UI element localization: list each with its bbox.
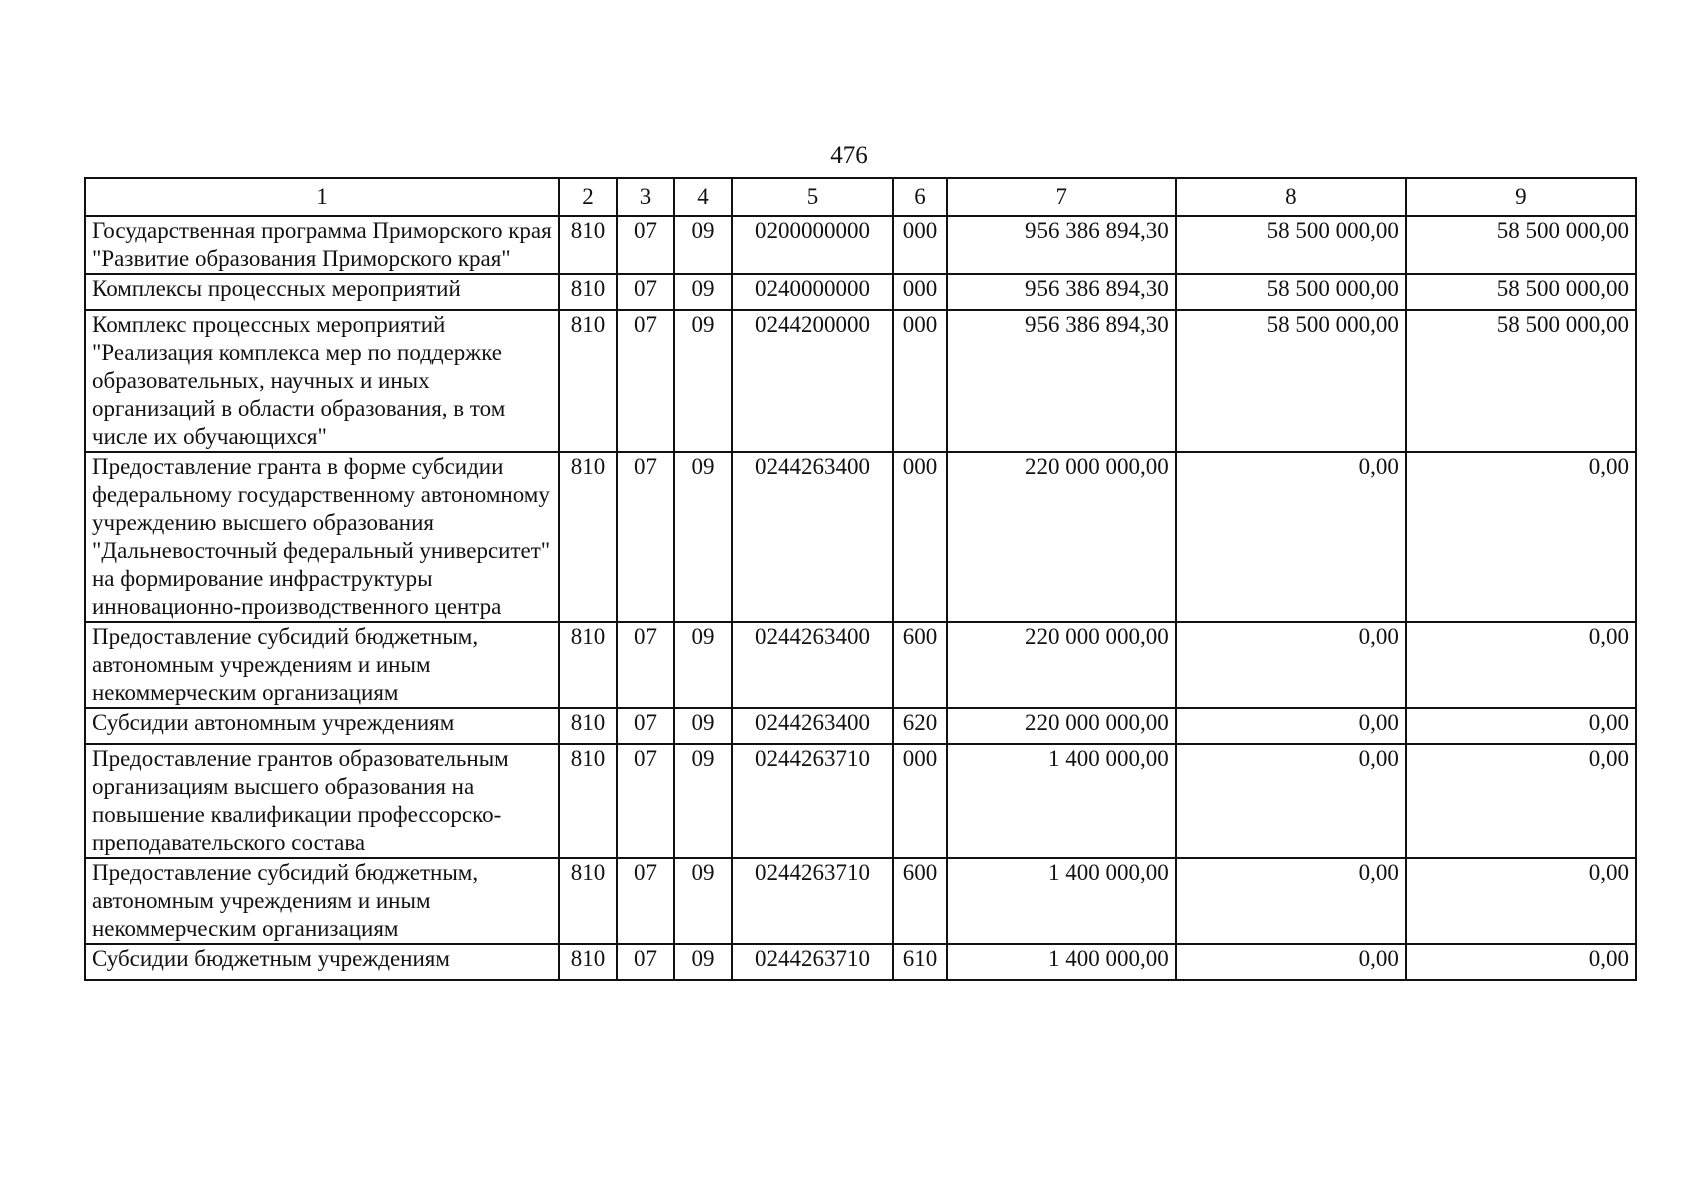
row-amount-9: 0,00 — [1406, 622, 1636, 708]
column-header: 3 — [617, 178, 675, 216]
row-amount-7: 956 386 894,30 — [947, 274, 1176, 310]
row-amount-9: 0,00 — [1406, 708, 1636, 744]
table-row — [85, 744, 1636, 858]
row-code-4: 09 — [674, 216, 732, 274]
row-amount-7: 1 400 000,00 — [947, 944, 1176, 980]
row-code-6: 600 — [893, 622, 946, 708]
row-code-3: 07 — [617, 944, 675, 980]
row-name: Предоставление гранта в форме субсидии федеральному государственному автономному учреждению высшего образования "Дальневосточный федеральный университет" на формирование инфраструктуры инновационно-производственного центра — [85, 452, 559, 622]
row-amount-9: 58 500 000,00 — [1406, 310, 1636, 452]
row-code-4: 09 — [674, 944, 732, 980]
row-code-5: 0200000000 — [732, 216, 893, 274]
row-code-2: 810 — [559, 708, 617, 744]
row-amount-8: 58 500 000,00 — [1176, 274, 1406, 310]
column-header: 2 — [559, 178, 617, 216]
row-code-2: 810 — [559, 858, 617, 944]
row-name: Государственная программа Приморского края "Развитие образования Приморского края" — [85, 216, 559, 274]
row-code-2: 810 — [559, 744, 617, 858]
row-code-2: 810 — [559, 622, 617, 708]
row-amount-9: 0,00 — [1406, 744, 1636, 858]
row-code-3: 07 — [617, 708, 675, 744]
row-amount-7: 1 400 000,00 — [947, 858, 1176, 944]
column-header: 4 — [674, 178, 732, 216]
row-code-3: 07 — [617, 274, 675, 310]
row-name: Комплексы процессных мероприятий — [85, 274, 559, 310]
row-code-5: 0244263710 — [732, 744, 893, 858]
table-row — [85, 622, 1636, 708]
row-name: Комплекс процессных мероприятий "Реализация комплекса мер по поддержке образовательных, научных и иных организаций в области образования, в том числе их обучающихся" — [85, 310, 559, 452]
table-row — [85, 708, 1636, 744]
row-code-4: 09 — [674, 310, 732, 452]
row-code-6: 620 — [893, 708, 946, 744]
row-code-3: 07 — [617, 858, 675, 944]
row-code-5: 0244263400 — [732, 452, 893, 622]
row-code-6: 600 — [893, 858, 946, 944]
row-amount-8: 0,00 — [1176, 944, 1406, 980]
row-code-3: 07 — [617, 452, 675, 622]
row-code-5: 0244263400 — [732, 622, 893, 708]
row-code-4: 09 — [674, 858, 732, 944]
row-amount-9: 58 500 000,00 — [1406, 216, 1636, 274]
row-amount-9: 0,00 — [1406, 452, 1636, 622]
row-amount-8: 0,00 — [1176, 858, 1406, 944]
row-amount-8: 0,00 — [1176, 452, 1406, 622]
row-code-2: 810 — [559, 452, 617, 622]
row-amount-7: 220 000 000,00 — [947, 708, 1176, 744]
row-code-3: 07 — [617, 216, 675, 274]
budget-table — [84, 177, 1637, 981]
table-row — [85, 452, 1636, 622]
row-amount-7: 1 400 000,00 — [947, 744, 1176, 858]
row-amount-9: 58 500 000,00 — [1406, 274, 1636, 310]
row-code-4: 09 — [674, 744, 732, 858]
row-code-2: 810 — [559, 310, 617, 452]
row-code-2: 810 — [559, 274, 617, 310]
row-code-6: 000 — [893, 274, 946, 310]
row-code-2: 810 — [559, 944, 617, 980]
row-code-6: 000 — [893, 310, 946, 452]
row-amount-8: 0,00 — [1176, 708, 1406, 744]
row-code-5: 0244263710 — [732, 944, 893, 980]
column-header: 7 — [947, 178, 1176, 216]
row-name: Субсидии бюджетным учреждениям — [85, 944, 559, 980]
row-code-4: 09 — [674, 708, 732, 744]
row-amount-9: 0,00 — [1406, 858, 1636, 944]
row-code-5: 0244263400 — [732, 708, 893, 744]
row-amount-8: 0,00 — [1176, 744, 1406, 858]
table-header-row — [85, 178, 1636, 216]
row-amount-7: 956 386 894,30 — [947, 310, 1176, 452]
column-header: 6 — [893, 178, 946, 216]
table-row — [85, 310, 1636, 452]
row-code-6: 000 — [893, 744, 946, 858]
column-header: 5 — [732, 178, 893, 216]
row-name: Субсидии автономным учреждениям — [85, 708, 559, 744]
row-code-6: 610 — [893, 944, 946, 980]
row-name: Предоставление грантов образовательным организациям высшего образования на повышение квалификации профессорско-преподавательского состава — [85, 744, 559, 858]
row-code-2: 810 — [559, 216, 617, 274]
row-code-4: 09 — [674, 622, 732, 708]
row-amount-7: 220 000 000,00 — [947, 452, 1176, 622]
row-code-6: 000 — [893, 452, 946, 622]
row-amount-9: 0,00 — [1406, 944, 1636, 980]
column-header: 8 — [1176, 178, 1406, 216]
row-code-6: 000 — [893, 216, 946, 274]
column-header: 1 — [85, 178, 559, 216]
column-header: 9 — [1406, 178, 1636, 216]
row-amount-7: 956 386 894,30 — [947, 216, 1176, 274]
row-name: Предоставление субсидий бюджетным, автономным учреждениям и иным некоммерческим организациям — [85, 622, 559, 708]
row-amount-8: 0,00 — [1176, 622, 1406, 708]
page-number: 476 — [830, 142, 868, 169]
row-code-5: 0244200000 — [732, 310, 893, 452]
row-code-4: 09 — [674, 452, 732, 622]
row-code-3: 07 — [617, 310, 675, 452]
row-name: Предоставление субсидий бюджетным, автономным учреждениям и иным некоммерческим организациям — [85, 858, 559, 944]
row-amount-7: 220 000 000,00 — [947, 622, 1176, 708]
row-code-3: 07 — [617, 744, 675, 858]
row-amount-8: 58 500 000,00 — [1176, 310, 1406, 452]
table-row — [85, 858, 1636, 944]
table-row — [85, 944, 1636, 980]
row-code-5: 0244263710 — [732, 858, 893, 944]
row-code-3: 07 — [617, 622, 675, 708]
table-row — [85, 274, 1636, 310]
row-code-5: 0240000000 — [732, 274, 893, 310]
row-amount-8: 58 500 000,00 — [1176, 216, 1406, 274]
row-code-4: 09 — [674, 274, 732, 310]
table-row — [85, 216, 1636, 274]
